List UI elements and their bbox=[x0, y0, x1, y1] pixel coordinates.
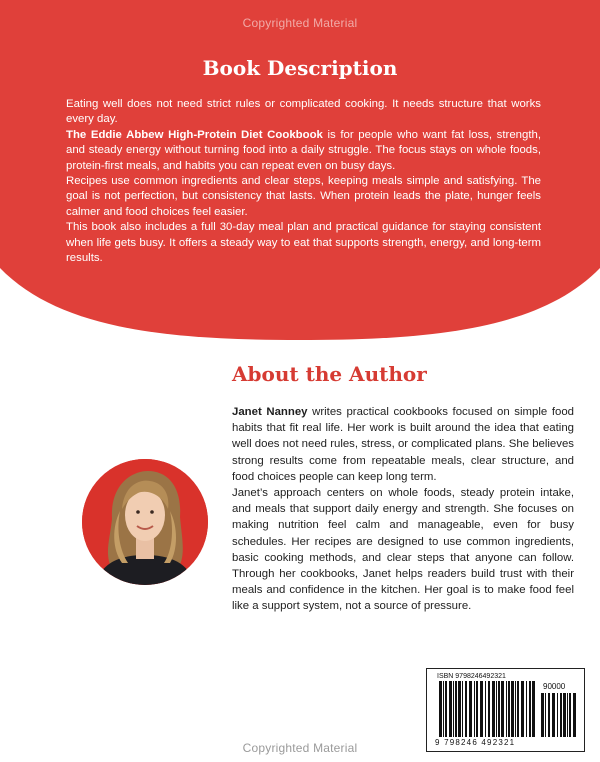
barcode-bar bbox=[458, 681, 461, 737]
barcode-bar bbox=[541, 693, 544, 737]
about-author-heading: About the Author bbox=[232, 362, 427, 386]
barcode-bar bbox=[455, 681, 457, 737]
barcode-bar bbox=[501, 681, 504, 737]
book-title: The Eddie Abbew High-Protein Diet Cookbook bbox=[66, 128, 323, 141]
barcode-bar bbox=[521, 681, 524, 737]
barcode-bars-main bbox=[439, 681, 535, 737]
barcode-bar bbox=[453, 681, 454, 737]
barcode-bar bbox=[526, 681, 527, 737]
author-portrait bbox=[82, 459, 208, 585]
barcode-bar bbox=[529, 681, 531, 737]
barcode-bar bbox=[485, 681, 486, 737]
author-paragraph-1 bbox=[232, 404, 574, 485]
barcode-bar bbox=[552, 693, 555, 737]
price-code: 90000 bbox=[543, 682, 566, 691]
author-name: Janet Nanney bbox=[232, 406, 308, 418]
description-paragraph-3: Recipes use common ingredients and clear steps, keeping meals simple and satisfying. The goal is not perfection, but consistency that lasts. When protein leads the plate, hunger feels calmer and food choices feel easier. bbox=[66, 175, 541, 218]
barcode-bar bbox=[498, 681, 500, 737]
description-paragraph-2 bbox=[66, 128, 541, 174]
barcode-bar bbox=[492, 681, 495, 737]
barcode-bar bbox=[449, 681, 452, 737]
barcode-bar bbox=[532, 681, 535, 737]
author-photo-icon bbox=[82, 459, 208, 585]
description-paragraph-4: This book also includes a full 30-day meal plan and practical guidance for staying consistent when life gets busy. It offers a steady way to eat that supports strength, energy, and long-term results. bbox=[66, 221, 541, 265]
book-description-text bbox=[66, 97, 541, 266]
barcode-bar bbox=[476, 681, 478, 737]
isbn-digits: 9 798246 492321 bbox=[435, 738, 516, 747]
barcode-bar bbox=[439, 681, 442, 737]
barcode-bar bbox=[496, 681, 497, 737]
copyright-watermark-top: Copyrighted Material bbox=[242, 16, 358, 30]
book-description-heading: Book Description bbox=[202, 56, 398, 80]
barcode-bar bbox=[465, 681, 467, 737]
author-paragraph-2: Janet’s approach centers on whole foods, steady protein intake, and meals that support daily energy and strength. She focuses on making nutrition feel calm and manageable, even for busy schedules. Her recipes are designed to use common ingredients, basic cooking methods, and clear steps that anyone can follow. Through her cookbooks, Janet helps readers build trust with their meals and confidence in the kitchen. Her goal is to make food feel like a support system, not a source of pressure. bbox=[232, 487, 574, 613]
barcode-bar bbox=[573, 693, 576, 737]
author-paragraph-1-rest: writes practical cookbooks focused on simple food habits that fit real life. Her work is built around the idea that eating well does not need rules, stress, or complicated plans. She believes strong results come from repeatable meals, clear structure, and food choices people can keep long term. bbox=[232, 406, 574, 483]
barcode-bar bbox=[462, 681, 463, 737]
barcode-bar bbox=[563, 693, 566, 737]
barcode-bar bbox=[474, 681, 475, 737]
barcode-bar bbox=[511, 681, 514, 737]
barcode-bar bbox=[443, 681, 444, 737]
isbn-label: ISBN 9798246492321 bbox=[437, 673, 506, 680]
barcode-bar bbox=[469, 681, 472, 737]
about-author-text bbox=[232, 404, 574, 615]
barcode-bar bbox=[560, 693, 562, 737]
isbn-barcode bbox=[426, 668, 585, 752]
barcode-bar bbox=[515, 681, 516, 737]
barcode-bar bbox=[488, 681, 490, 737]
barcode-bar bbox=[557, 693, 558, 737]
barcode-bar bbox=[545, 693, 546, 737]
barcode-bar bbox=[508, 681, 510, 737]
barcode-bar bbox=[517, 681, 519, 737]
barcode-bar bbox=[569, 693, 571, 737]
barcode-bar bbox=[480, 681, 483, 737]
copyright-watermark-bottom: Copyrighted Material bbox=[242, 741, 358, 755]
barcode-bar bbox=[506, 681, 507, 737]
barcode-bars-addon bbox=[541, 693, 577, 737]
barcode-bar bbox=[445, 681, 447, 737]
barcode-bar bbox=[567, 693, 568, 737]
barcode-bar bbox=[548, 693, 550, 737]
description-paragraph-2-rest: is for people who want fat loss, strength, and steady energy without turning food into a daily struggle. The focus stays on whole foods, protein-first meals, and habits you can repeat even on busy days. bbox=[66, 128, 542, 172]
description-paragraph-1: Eating well does not need strict rules or complicated cooking. It needs structure that works every day. bbox=[66, 98, 541, 126]
